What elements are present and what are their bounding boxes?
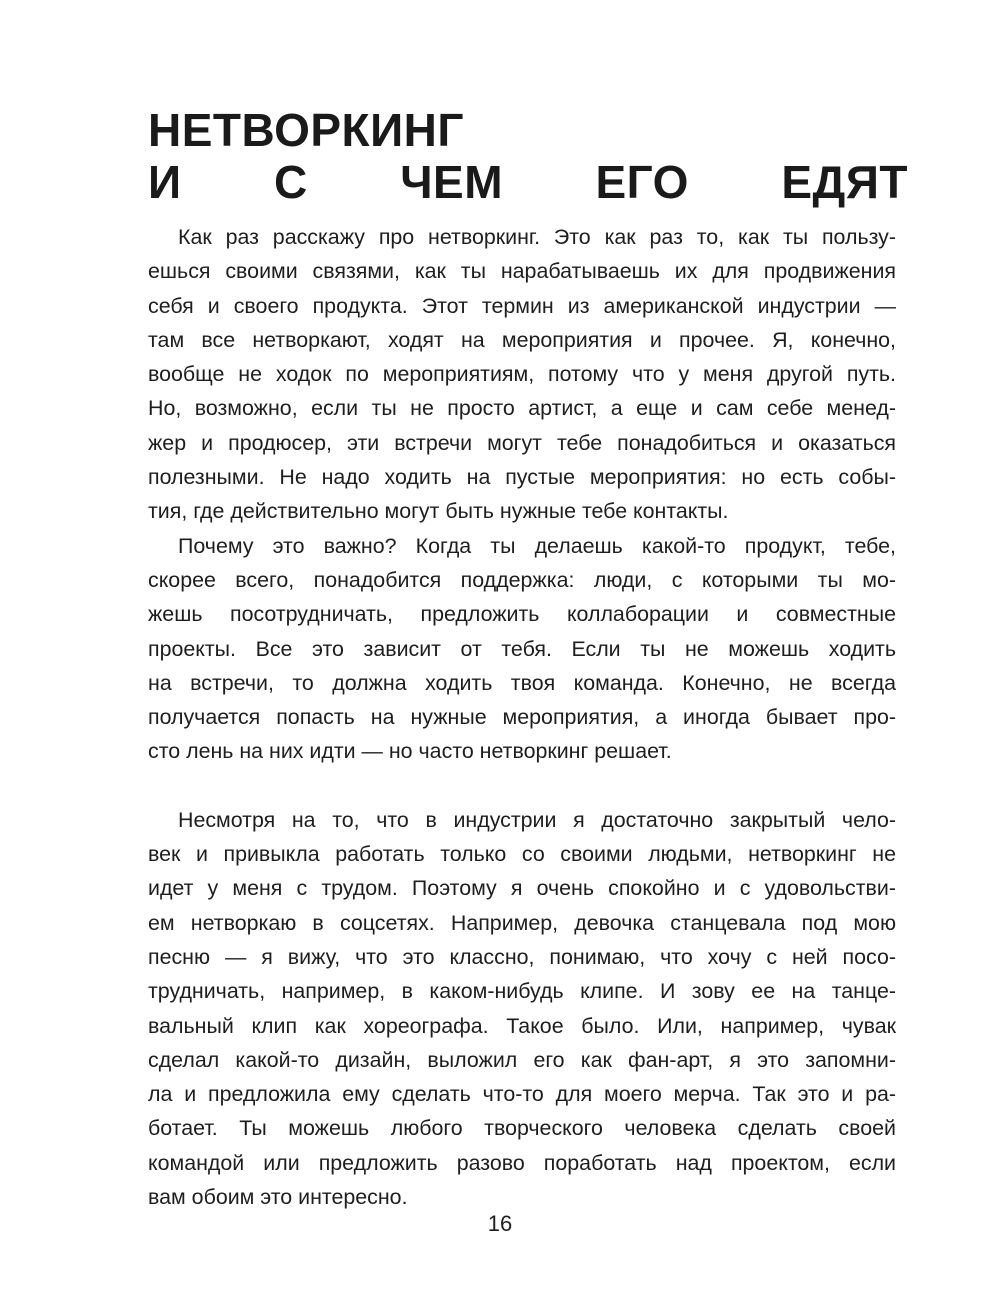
- text-line: Как раз расскажу про нетворкинг. Это как раз то, как ты пользу-: [178, 225, 896, 249]
- text-line: вам обоим это интересно.: [148, 1185, 408, 1210]
- paragraph-1: [148, 220, 896, 529]
- text-line: ла и предложила ему сделать что-то для моего мерча. Так это и ра-: [148, 1082, 896, 1107]
- chapter-title: [148, 104, 908, 208]
- paragraph-3: [148, 803, 896, 1215]
- chapter-title-line-2: И С ЧЕМ ЕГО ЕДЯТ: [148, 156, 908, 208]
- text-line: командой или предложить разово поработать над проектом, если: [148, 1150, 896, 1175]
- text-line: проекты. Все это зависит от тебя. Если ты не можешь ходить: [148, 636, 896, 661]
- text-line: Несмотря на то, что в индустрии я достаточно закрытый чело-: [178, 807, 896, 832]
- text-line: Почему это важно? Когда ты делаешь какой-то продукт, тебе,: [178, 533, 896, 558]
- section-spacer: [148, 769, 896, 803]
- text-line: трудничать, например, в каком-нибудь клипе. И зову ее на танце-: [148, 979, 896, 1004]
- text-line: ешься своими связями, как ты нарабатываешь их для продвижения: [148, 259, 896, 284]
- text-line: ботает. Ты можешь любого творческого человека сделать своей: [148, 1116, 896, 1141]
- text-line: жешь посотрудничать, предложить коллаборации и совместные: [148, 602, 896, 627]
- paragraph-2: [148, 529, 896, 769]
- text-line: тия, где действительно могут быть нужные тебе контакты.: [148, 499, 729, 524]
- text-line: жер и продюсер, эти встречи могут тебе понадобиться и оказаться: [148, 430, 896, 455]
- page-number: 16: [487, 1211, 513, 1236]
- text-line: вальный клип как хореографа. Такое было. Или, например, чувак: [148, 1013, 896, 1038]
- text-line: песню — я вижу, что это классно, понимаю, что хочу с ней посо-: [148, 944, 896, 969]
- text-line: на встречи, то должна ходить твоя команда. Конечно, не всегда: [148, 670, 896, 695]
- text-line: идет у меня с трудом. Поэтому я очень спокойно и с удовольстви-: [148, 876, 896, 901]
- text-line: сто лень на них идти — но часто нетворкинг решает.: [148, 739, 672, 764]
- text-line: век и привыкла работать только со своими людьми, нетворкинг не: [148, 842, 896, 867]
- text-line: ем нетворкаю в соцсетях. Например, девочка станцевала под мою: [148, 910, 896, 935]
- text-line: Но, возможно, если ты не просто артист, а еще и сам себе менед-: [148, 396, 896, 421]
- text-line: полезными. Не надо ходить на пустые мероприятия: но есть собы-: [148, 465, 896, 490]
- text-line: получается попасть на нужные мероприятия, а иногда бывает про-: [148, 705, 896, 730]
- chapter-title-line-1: НЕТВОРКИНГ: [148, 104, 464, 156]
- text-line: себя и своего продукта. Этот термин из американской индустрии —: [148, 293, 896, 318]
- text-line: там все нетворкают, ходят на мероприятия и прочее. Я, конечно,: [148, 327, 896, 352]
- body-text: [148, 220, 896, 1214]
- text-line: скорее всего, понадобится поддержка: люди, с которыми ты мо-: [148, 567, 896, 592]
- text-line: вообще не ходок по мероприятиям, потому что у меня другой путь.: [148, 362, 896, 387]
- text-line: сделал какой-то дизайн, выложил его как фан-арт, я это запомни-: [148, 1047, 896, 1072]
